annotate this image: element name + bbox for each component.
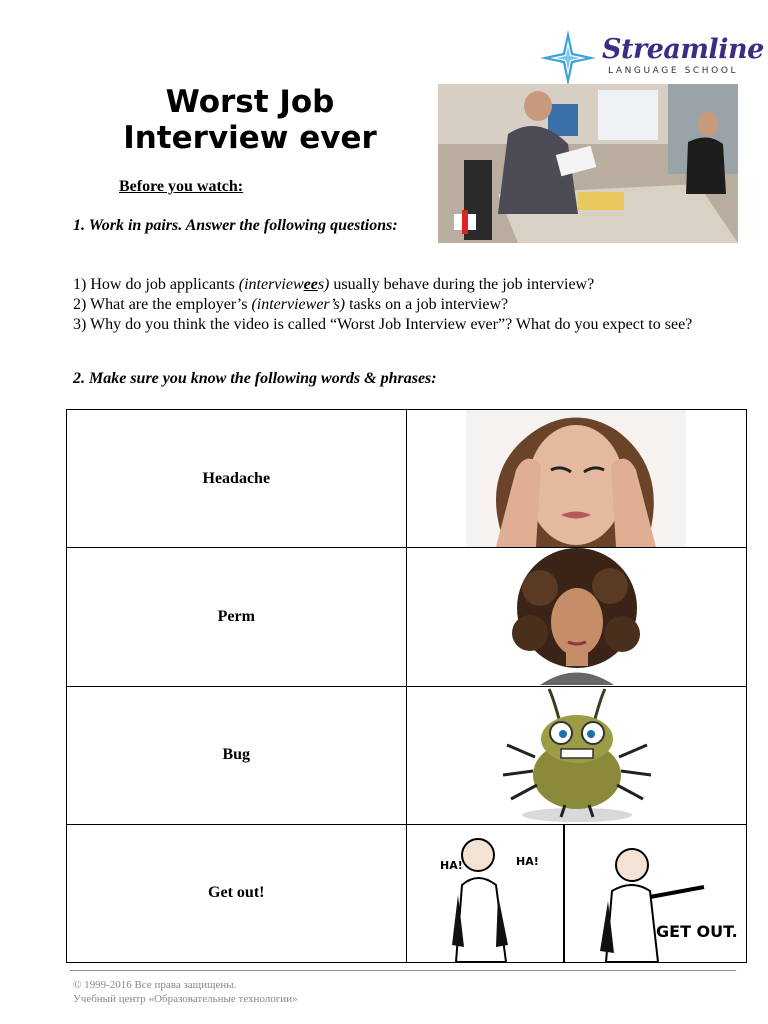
footer-organization: Учебный центр «Образовательные технологии» — [73, 993, 298, 1005]
vocabulary-table — [66, 409, 747, 963]
interview-photo — [438, 84, 738, 243]
get-out-comic-illustration-icon — [436, 825, 738, 962]
vocab-image-cell — [406, 410, 746, 548]
vocab-word: Perm — [67, 548, 407, 686]
comic-ha-right: HA! — [515, 854, 539, 868]
vocab-image-cell — [406, 824, 746, 962]
woman-with-headache-photo-icon — [466, 410, 686, 547]
vocab-image-cell — [406, 548, 746, 686]
question-2: 2) What are the employer’s (interviewer’s) tasks on a job interview? — [73, 296, 509, 313]
question-1: 1) How do job applicants (interviewees) usually behave during the job interview? — [73, 276, 595, 293]
comic-ha-left: HA! — [439, 858, 463, 872]
cartoon-bug-illustration-icon — [487, 687, 667, 824]
page-title — [90, 84, 410, 156]
question-3: 3) Why do you think the video is called “Worst Job Interview ever”? What do you expect to see? — [73, 316, 693, 333]
footer-copyright: © 1999-2016 Все права защищены. — [73, 979, 237, 991]
vocab-word: Get out! — [67, 824, 407, 962]
vocab-word: Headache — [67, 410, 407, 548]
task-2-instruction: 2. Make sure you know the following words & phrases: — [73, 370, 437, 387]
vocab-word: Bug — [67, 686, 407, 824]
table-row — [67, 410, 747, 548]
streamline-logo — [540, 30, 764, 86]
footer-divider — [70, 970, 736, 971]
curly-hair-woman-photo-icon — [510, 548, 644, 685]
task-1-instruction: 1. Work in pairs. Answer the following questions: — [73, 217, 398, 234]
table-row — [67, 548, 747, 686]
title-line-2: Interview ever — [123, 120, 377, 156]
logo-subtitle: LANGUAGE SCHOOL — [608, 66, 739, 76]
discussion-questions — [73, 275, 733, 335]
before-you-watch-heading: Before you watch: — [119, 178, 244, 195]
title-line-1: Worst Job — [165, 84, 335, 120]
table-row — [67, 686, 747, 824]
table-row — [67, 824, 747, 962]
comic-get-out-text: GET OUT. — [655, 921, 738, 941]
vocab-image-cell — [406, 686, 746, 824]
star-logo-icon — [540, 30, 596, 86]
logo-brand: Streamline — [602, 34, 764, 65]
footer — [73, 978, 298, 1006]
